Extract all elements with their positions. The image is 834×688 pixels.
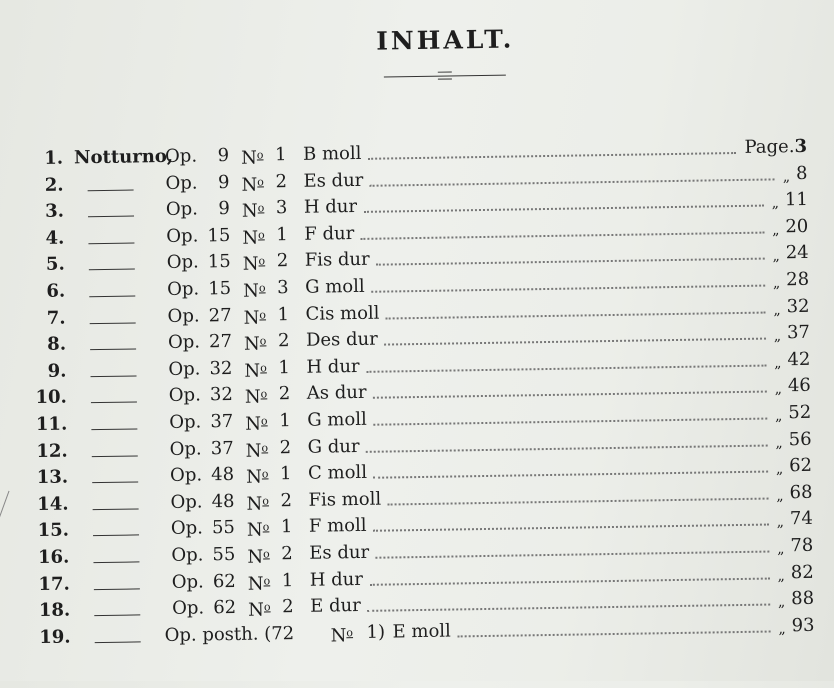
page-reference bbox=[774, 347, 811, 377]
number-label bbox=[243, 302, 266, 331]
ditto-mark: „ bbox=[773, 328, 782, 345]
number-value: 2 bbox=[281, 543, 293, 565]
dot-leader bbox=[363, 205, 763, 213]
dot-leader bbox=[373, 471, 767, 479]
ditto-rule bbox=[92, 455, 138, 457]
number-superscript: o bbox=[260, 361, 267, 375]
opus-number: 9 bbox=[217, 171, 230, 193]
entry-title: Notturno, bbox=[73, 145, 174, 169]
opus-number: 32 bbox=[209, 384, 234, 406]
opus-prefix: Op. bbox=[171, 544, 204, 566]
opus-prefix: Op. bbox=[170, 517, 204, 540]
key-signature: G moll bbox=[304, 275, 365, 298]
ditto-mark: „ bbox=[772, 248, 780, 265]
ditto-rule bbox=[90, 322, 136, 324]
entry-number: 3. bbox=[44, 200, 65, 223]
dot-leader bbox=[361, 231, 764, 239]
opus-prefix: Op. bbox=[166, 251, 199, 274]
page-number: 56 bbox=[788, 428, 812, 450]
number-label bbox=[244, 355, 267, 384]
entry-number: 9. bbox=[47, 360, 67, 382]
page-reference bbox=[775, 426, 812, 456]
ditto-mark: „ bbox=[775, 461, 784, 478]
number-label bbox=[243, 249, 266, 278]
number-abbrev: N bbox=[246, 493, 263, 515]
number-value: 3 bbox=[276, 277, 289, 299]
ditto-mark: „ bbox=[772, 275, 781, 292]
number-superscript: o bbox=[257, 201, 265, 215]
entry-number: 13. bbox=[36, 466, 69, 489]
number-abbrev: N bbox=[240, 147, 258, 169]
dot-leader bbox=[371, 285, 765, 293]
key-signature: B moll bbox=[302, 142, 362, 165]
opus-prefix: Op. bbox=[169, 438, 202, 460]
number-superscript: o bbox=[263, 573, 271, 588]
ditto-mark: „ bbox=[778, 621, 786, 638]
number-abbrev: N bbox=[244, 386, 261, 409]
dot-leader bbox=[366, 364, 766, 372]
key-signature: G moll bbox=[307, 408, 367, 431]
ditto-mark: „ bbox=[776, 488, 784, 505]
number-abbrev: N bbox=[241, 174, 258, 196]
number-label bbox=[243, 275, 266, 304]
page-word: Page. bbox=[744, 136, 795, 158]
page-number: 42 bbox=[787, 348, 811, 371]
key-signature: C moll bbox=[307, 462, 368, 484]
number-label bbox=[242, 196, 265, 225]
page-reference bbox=[744, 134, 807, 161]
number-value: 2 bbox=[282, 596, 294, 618]
number-superscript: o bbox=[256, 148, 264, 162]
number-label bbox=[242, 222, 265, 251]
ditto-mark: „ bbox=[774, 408, 783, 425]
dot-leader bbox=[368, 152, 737, 160]
number-label bbox=[245, 382, 268, 411]
number-label bbox=[241, 169, 264, 198]
opus-number: 27 bbox=[208, 331, 233, 353]
dot-leader bbox=[376, 258, 764, 266]
number-superscript: o bbox=[262, 494, 269, 508]
number-superscript: o bbox=[259, 334, 267, 348]
opus-prefix: Op. bbox=[164, 624, 197, 646]
entry-number: 10. bbox=[35, 386, 68, 409]
key-signature: Fis dur bbox=[304, 249, 370, 272]
entry-number: 19. bbox=[39, 626, 71, 648]
key-signature: Es dur bbox=[303, 169, 364, 192]
number-label bbox=[330, 620, 353, 649]
key-signature: H dur bbox=[303, 196, 358, 218]
page-reference bbox=[772, 240, 809, 270]
key-signature: E dur bbox=[310, 595, 361, 617]
ditto-mark: „ bbox=[782, 168, 791, 185]
page-number: 3 bbox=[794, 135, 808, 158]
dot-leader bbox=[369, 577, 769, 585]
number-abbrev: N bbox=[245, 413, 262, 435]
opus-number: 15 bbox=[207, 251, 231, 273]
entry-number: 15. bbox=[37, 519, 70, 542]
ditto-mark: „ bbox=[772, 222, 780, 239]
page-number: 74 bbox=[789, 508, 814, 530]
opus-prefix: Op. bbox=[170, 491, 203, 513]
page-number: 37 bbox=[786, 322, 811, 344]
ditto-rule bbox=[93, 561, 139, 563]
opus-number: 62 bbox=[212, 570, 236, 592]
ditto-mark: „ bbox=[773, 301, 781, 319]
number-superscript: o bbox=[346, 625, 354, 639]
dot-leader bbox=[457, 630, 770, 637]
number-value: 2 bbox=[278, 383, 291, 405]
ditto-rule bbox=[91, 402, 137, 404]
number-superscript: o bbox=[258, 254, 266, 268]
ditto-rule bbox=[90, 349, 136, 351]
number-label bbox=[245, 408, 268, 437]
entry-number: 16. bbox=[37, 546, 70, 569]
entry-number: 5. bbox=[45, 253, 65, 276]
entry-number: 18. bbox=[38, 599, 71, 622]
page-number: 11 bbox=[784, 189, 809, 211]
opus-prefix: Op. bbox=[169, 411, 202, 433]
ditto-rule bbox=[93, 508, 139, 510]
ditto-rule bbox=[89, 295, 135, 297]
page-number: 82 bbox=[790, 561, 814, 583]
page-reference bbox=[783, 160, 808, 189]
number-abbrev: N bbox=[243, 280, 260, 302]
number-value: 1) bbox=[366, 621, 386, 643]
opus-prefix: Op. bbox=[167, 331, 201, 354]
opus-number: 37 bbox=[210, 437, 234, 459]
number-abbrev: N bbox=[244, 360, 261, 382]
number-value: 1 bbox=[276, 223, 288, 246]
page-reference bbox=[777, 559, 814, 589]
dot-leader bbox=[373, 418, 767, 426]
number-label bbox=[247, 515, 270, 544]
ditto-mark: „ bbox=[771, 195, 780, 212]
number-abbrev: N bbox=[247, 573, 264, 595]
page-reference bbox=[773, 293, 810, 323]
ditto-rule bbox=[92, 482, 138, 484]
dot-leader bbox=[367, 604, 770, 612]
key-signature: H dur bbox=[306, 355, 360, 378]
ornament-double-dash bbox=[438, 71, 452, 79]
number-abbrev: N bbox=[247, 546, 264, 568]
number-superscript: o bbox=[262, 520, 270, 534]
entry-number: 7. bbox=[46, 307, 66, 329]
page-reference bbox=[776, 453, 813, 483]
opus-number: 9 bbox=[218, 198, 231, 220]
entry-number: 14. bbox=[37, 493, 69, 515]
number-value: 2 bbox=[276, 250, 289, 272]
opus-prefix: Op. bbox=[167, 278, 200, 300]
opus-prefix: Op. bbox=[171, 571, 204, 593]
number-superscript: o bbox=[262, 547, 270, 561]
opus-number: 37 bbox=[210, 410, 234, 433]
number-abbrev: N bbox=[241, 200, 258, 222]
opus-prefix: Op. bbox=[166, 225, 199, 247]
key-signature: F moll bbox=[308, 515, 367, 538]
number-value: 1 bbox=[274, 144, 287, 166]
entry-number: 8. bbox=[47, 333, 67, 356]
opus-number: 55 bbox=[212, 543, 236, 566]
opus-number: 55 bbox=[211, 517, 236, 539]
entry-number: 17. bbox=[38, 573, 70, 595]
number-label bbox=[246, 488, 269, 517]
page-number: 88 bbox=[791, 588, 815, 610]
number-label bbox=[246, 462, 269, 491]
opus-prefix: Op. bbox=[169, 464, 203, 487]
number-value: 2 bbox=[275, 170, 288, 192]
number-abbrev: N bbox=[245, 466, 263, 488]
ditto-mark: „ bbox=[777, 567, 785, 585]
number-label bbox=[248, 595, 271, 624]
page-number: 78 bbox=[790, 534, 814, 557]
number-superscript: o bbox=[261, 467, 269, 481]
number-superscript: o bbox=[263, 600, 271, 614]
opus-prefix: Op. bbox=[168, 384, 202, 407]
ditto-mark: „ bbox=[777, 541, 785, 558]
opus-number: 62 bbox=[213, 597, 237, 619]
opus-label bbox=[164, 621, 294, 649]
page-number: 93 bbox=[791, 614, 815, 636]
ditto-rule bbox=[94, 588, 140, 590]
ditto-rule bbox=[88, 189, 134, 191]
page-reference bbox=[778, 586, 815, 616]
number-value: 1 bbox=[278, 356, 291, 379]
ditto-rule bbox=[91, 375, 137, 377]
entry-number: 2. bbox=[44, 174, 64, 196]
page-reference bbox=[778, 613, 815, 643]
key-signature: As dur bbox=[306, 382, 367, 405]
entry-number: 6. bbox=[46, 280, 66, 302]
page-number: 62 bbox=[788, 455, 813, 477]
opus-number: 15 bbox=[208, 277, 232, 300]
number-abbrev: N bbox=[330, 624, 347, 647]
number-value: 1 bbox=[279, 410, 291, 432]
number-value: 1 bbox=[280, 516, 293, 538]
page-number: 52 bbox=[788, 401, 812, 424]
number-value: 2 bbox=[279, 436, 292, 458]
page-number: 32 bbox=[786, 295, 810, 317]
number-abbrev: N bbox=[242, 253, 259, 276]
dot-leader bbox=[386, 311, 765, 319]
number-label bbox=[248, 568, 271, 597]
key-signature: E moll bbox=[392, 620, 452, 643]
page-reference bbox=[771, 187, 808, 217]
key-signature: H dur bbox=[309, 568, 364, 591]
dot-leader bbox=[366, 444, 768, 452]
key-signature: Cis moll bbox=[305, 302, 380, 325]
key-signature: G dur bbox=[307, 435, 360, 458]
dot-leader bbox=[388, 497, 769, 505]
opus-number: 48 bbox=[211, 464, 235, 486]
number-label bbox=[245, 435, 268, 464]
entry-number: 12. bbox=[36, 440, 68, 462]
page-number: 28 bbox=[786, 268, 810, 291]
ditto-mark: „ bbox=[777, 594, 786, 611]
ditto-rule bbox=[95, 641, 141, 643]
page-reference bbox=[774, 320, 811, 350]
ditto-mark: „ bbox=[774, 381, 783, 398]
opus-number: 27 bbox=[208, 304, 232, 326]
number-value: 1 bbox=[277, 303, 290, 325]
number-value: 2 bbox=[277, 330, 290, 352]
number-superscript: o bbox=[257, 175, 264, 189]
page-reference bbox=[777, 533, 814, 563]
dot-leader bbox=[370, 178, 775, 186]
opus-number: 15 bbox=[207, 224, 231, 247]
number-abbrev: N bbox=[245, 440, 262, 462]
page-number: 24 bbox=[785, 242, 809, 264]
opus-number: 9 bbox=[217, 144, 230, 167]
page-reference bbox=[773, 267, 810, 297]
ditto-mark: „ bbox=[774, 355, 782, 372]
page-reference bbox=[772, 214, 809, 244]
page-number: 68 bbox=[789, 481, 813, 504]
number-label bbox=[247, 541, 270, 570]
ditto-rule bbox=[89, 269, 135, 271]
number-superscript: o bbox=[258, 281, 266, 295]
dot-leader bbox=[373, 391, 767, 399]
number-superscript: o bbox=[260, 414, 268, 428]
page-reference bbox=[774, 373, 811, 403]
opus-prefix: Op. bbox=[172, 597, 205, 620]
dot-leader bbox=[384, 338, 766, 346]
opus-prefix: Op. bbox=[167, 305, 200, 327]
number-abbrev: N bbox=[246, 519, 263, 542]
number-abbrev: N bbox=[243, 307, 260, 329]
number-superscript: o bbox=[259, 308, 267, 322]
opus-number: 32 bbox=[209, 357, 233, 380]
number-abbrev: N bbox=[248, 599, 265, 621]
number-value: 1 bbox=[281, 569, 294, 591]
number-abbrev: N bbox=[242, 227, 259, 249]
entry-number: 4. bbox=[45, 227, 65, 249]
number-superscript: o bbox=[260, 387, 268, 401]
page-reference bbox=[776, 506, 813, 536]
number-label bbox=[241, 142, 264, 171]
opus-prefix: Op. bbox=[164, 145, 198, 167]
key-signature: Fis moll bbox=[308, 488, 382, 511]
opus-prefix: Op. bbox=[165, 172, 198, 194]
opus-number: 48 bbox=[211, 490, 235, 513]
page-title: INHALT. bbox=[375, 24, 515, 56]
number-value: 3 bbox=[275, 197, 288, 219]
ditto-mark: „ bbox=[775, 434, 783, 452]
page-number: 8 bbox=[795, 162, 808, 184]
key-signature: Des dur bbox=[305, 328, 378, 351]
entry-number: 1. bbox=[44, 147, 64, 169]
page-reference bbox=[775, 400, 812, 430]
key-signature: F dur bbox=[304, 222, 355, 245]
page-number: 20 bbox=[785, 215, 809, 238]
opus-prefix: Op. bbox=[168, 358, 201, 380]
ditto-rule bbox=[93, 535, 139, 537]
number-superscript: o bbox=[261, 440, 269, 455]
dot-leader bbox=[373, 524, 769, 532]
number-superscript: o bbox=[257, 228, 265, 242]
entry-number: 11. bbox=[35, 413, 68, 436]
ditto-mark: „ bbox=[776, 514, 785, 531]
number-abbrev: N bbox=[243, 333, 260, 355]
opus-prefix: Op. bbox=[165, 198, 199, 221]
ditto-rule bbox=[88, 242, 134, 244]
opus-posth: posth. (72 bbox=[202, 622, 295, 646]
ditto-rule bbox=[88, 216, 134, 218]
page-reference bbox=[776, 480, 813, 510]
ditto-rule bbox=[91, 428, 137, 430]
number-value: 1 bbox=[279, 463, 292, 485]
number-label bbox=[244, 329, 267, 358]
dot-leader bbox=[376, 551, 770, 559]
title-ornament-rule bbox=[384, 75, 506, 78]
number-value: 2 bbox=[280, 489, 293, 512]
key-signature: Es dur bbox=[309, 541, 370, 564]
ditto-rule bbox=[94, 615, 140, 617]
page-number: 46 bbox=[787, 375, 811, 397]
